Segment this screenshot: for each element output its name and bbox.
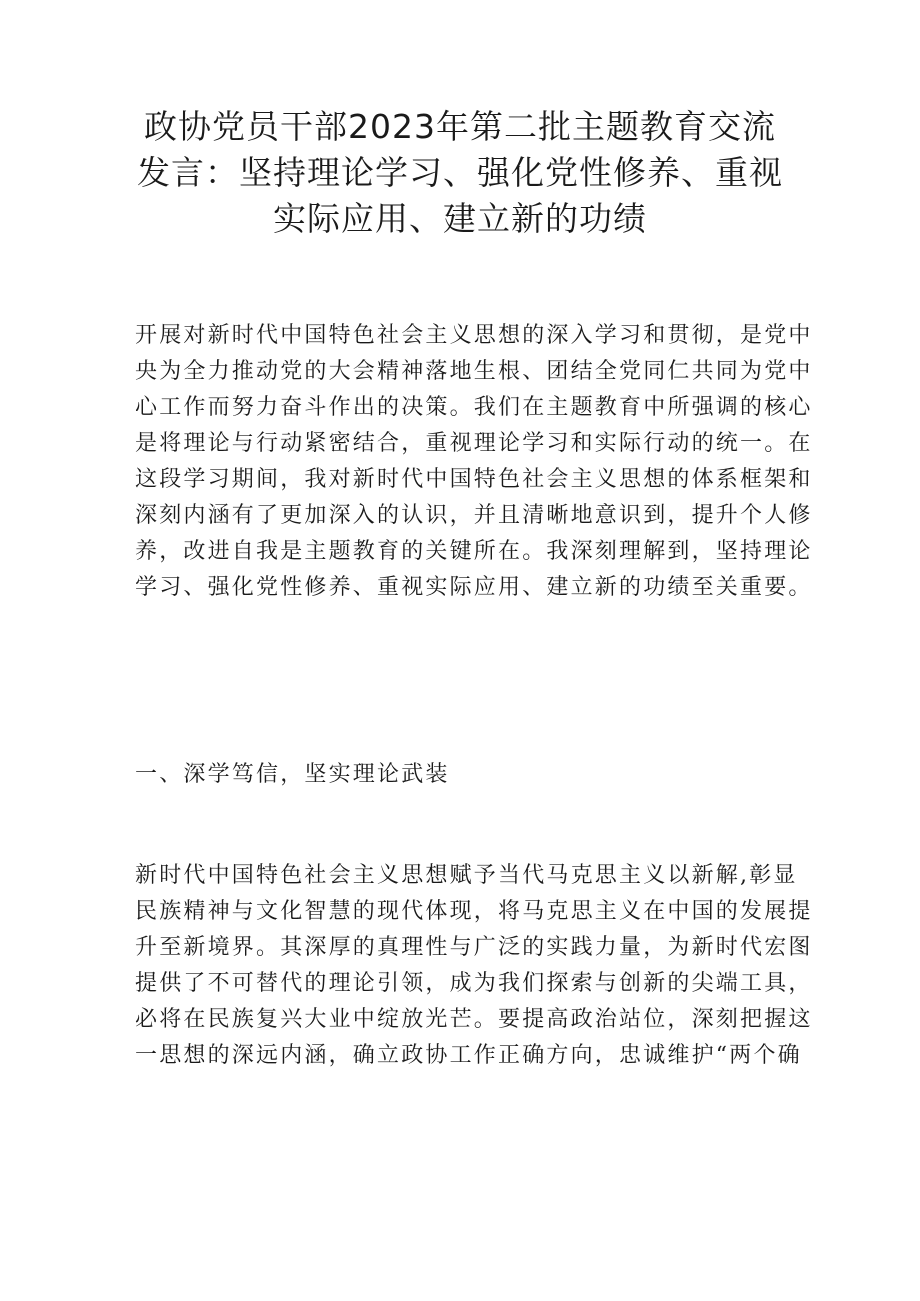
section-paragraph: [135, 858, 813, 1074]
document-title: [120, 104, 800, 242]
paragraph-line: 央为全力推动党的大会精神落地生根、团结全党同仁共同为党中: [135, 359, 813, 384]
title-line: 政协党员干部2023年第二批主题教育交流: [144, 107, 776, 146]
paragraph-line: 深刻内涵有了更加深入的认识，并且清晰地意识到，提升个人修: [135, 503, 813, 528]
paragraph-line: 提供了不可替代的理论引领，成为我们探索与创新的尖端工具，: [135, 971, 813, 996]
intro-paragraph: [135, 318, 813, 606]
section-heading: 一、深学笃信，坚实理论武装: [135, 762, 450, 787]
paragraph-line: 升至新境界。其深厚的真理性与广泛的实践力量，为新时代宏图: [135, 935, 813, 960]
paragraph-line: 是将理论与行动紧密结合，重视理论学习和实际行动的统一。在: [135, 431, 813, 456]
paragraph-line: 民族精神与文化智慧的现代体现，将马克思主义在中国的发展提: [135, 899, 813, 924]
paragraph-line: 一思想的深远内涵，确立政协工作正确方向，忠诚维护“两个确: [135, 1043, 802, 1068]
paragraph-line: 必将在民族复兴大业中绽放光芒。要提高政治站位，深刻把握这: [135, 1007, 813, 1032]
paragraph-line: 学习、强化党性修养、重视实际应用、建立新的功绩至关重要。: [135, 575, 813, 600]
paragraph-line: 养，改进自我是主题教育的关键所在。我深刻理解到，坚持理论: [135, 539, 813, 564]
title-line: 发言：坚持理论学习、强化党性修养、重视: [137, 153, 783, 192]
paragraph-line: 这段学习期间，我对新时代中国特色社会主义思想的体系框架和: [135, 467, 813, 492]
paragraph-line: 新时代中国特色社会主义思想赋予当代马克思主义以新解,彰显: [135, 863, 798, 888]
paragraph-line: 开展对新时代中国特色社会主义思想的深入学习和贯彻，是党中: [135, 323, 813, 348]
paragraph-line: 心工作而努力奋斗作出的决策。我们在主题教育中所强调的核心: [135, 395, 813, 420]
title-line: 实际应用、建立新的功绩: [273, 199, 647, 238]
